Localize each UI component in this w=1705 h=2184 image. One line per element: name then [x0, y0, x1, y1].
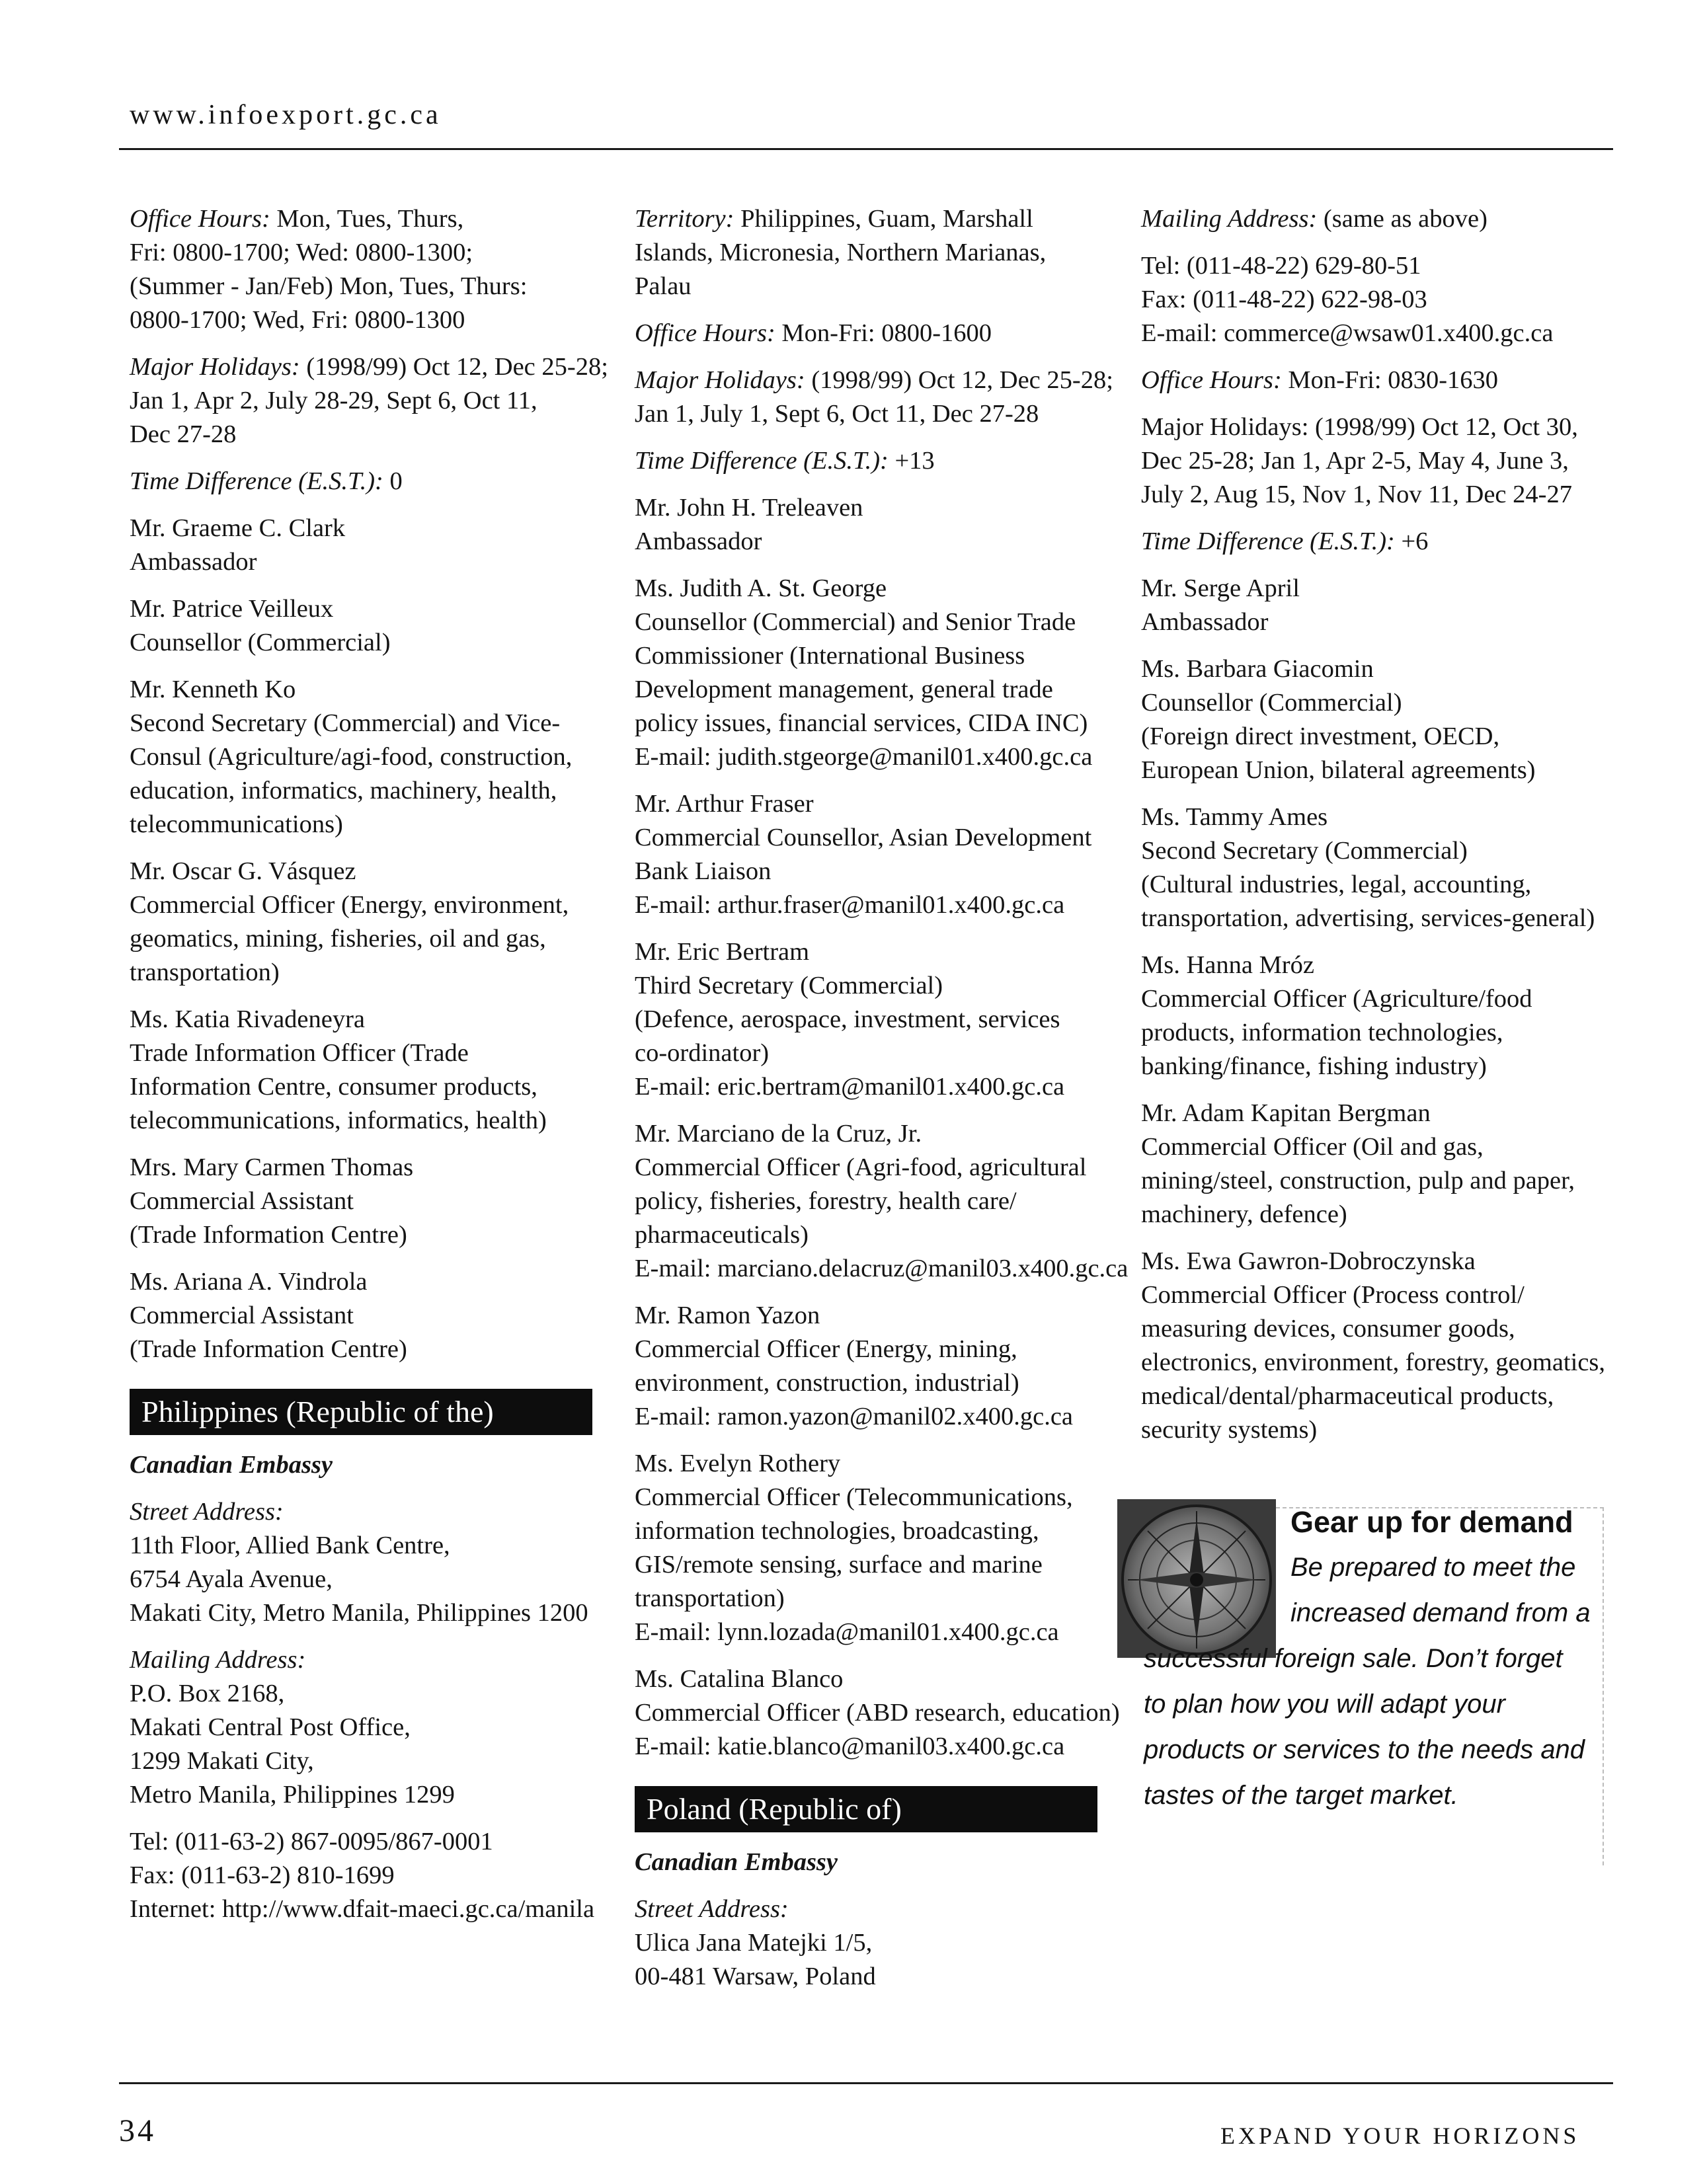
- time-difference: [635, 444, 1097, 478]
- staff-name: Mr. Eric Bertram: [635, 938, 810, 966]
- mailing-address: [1141, 202, 1604, 236]
- staff-detail: Commercial Officer (Telecommunications,: [635, 1483, 1073, 1511]
- office-hours: [635, 317, 1097, 350]
- fax: Fax: (011-63-2) 810-1699: [130, 1861, 395, 1889]
- territory: [635, 202, 1097, 303]
- staff-detail: Commercial Officer (Agriculture/food: [1141, 985, 1532, 1013]
- column-2: [635, 202, 1129, 2007]
- staff-name: Mr. Patrice Veilleux: [130, 595, 334, 623]
- street-address: [130, 1495, 592, 1630]
- fax: Fax: (011-48-22) 622-98-03: [1141, 286, 1427, 313]
- staff-name: Ms. Ewa Gawron-Dobroczynska: [1141, 1247, 1476, 1275]
- mailing-address: [130, 1643, 592, 1812]
- time-difference-label: Time Difference (E.S.T.):: [635, 447, 889, 475]
- staff-detail: education, informatics, machinery, health,: [130, 777, 557, 804]
- major-holidays: [1141, 410, 1604, 512]
- header-rule: [119, 148, 1613, 150]
- staff-entry: [130, 1151, 592, 1252]
- staff-entry: [1141, 949, 1604, 1083]
- address-line: 11th Floor, Allied Bank Centre,: [130, 1532, 450, 1559]
- staff-detail: medical/dental/pharmaceutical products,: [1141, 1382, 1554, 1410]
- office-hours-text: 0800-1700; Wed, Fri: 0800-1300: [130, 306, 465, 334]
- tip-callout: [1117, 1499, 1606, 1869]
- staff-email[interactable]: E-mail: eric.bertram@manil01.x400.gc.ca: [635, 1073, 1065, 1101]
- staff-detail: GIS/remote sensing, surface and marine: [635, 1551, 1043, 1579]
- holidays-text: Major Holidays: (1998/99) Oct 12, Oct 30,: [1141, 413, 1578, 441]
- staff-detail: European Union, bilateral agreements): [1141, 756, 1536, 784]
- footer-tagline: EXPAND YOUR HORIZONS: [1220, 2123, 1580, 2149]
- staff-entry: [635, 1662, 1120, 1764]
- address-line: Metro Manila, Philippines 1299: [130, 1781, 455, 1809]
- tip-body-line: Be prepared to meet the: [1290, 1553, 1576, 1582]
- time-difference-value: +6: [1401, 527, 1429, 555]
- staff-detail: Commercial Assistant: [130, 1302, 354, 1329]
- staff-entry: [1141, 1245, 1604, 1447]
- staff-entry: [130, 673, 592, 841]
- staff-entry: [1141, 652, 1604, 787]
- holidays-label: Major Holidays:: [130, 353, 300, 381]
- staff-detail: (Trade Information Centre): [130, 1335, 407, 1363]
- holidays-text: Dec 27-28: [130, 420, 237, 448]
- holidays-text: Jan 1, July 1, Sept 6, Oct 11, Dec 27-28: [635, 400, 1039, 428]
- staff-detail: (Trade Information Centre): [130, 1221, 407, 1249]
- staff-detail: electronics, environment, forestry, geomatics,: [1141, 1348, 1606, 1376]
- staff-detail: banking/finance, fishing industry): [1141, 1052, 1487, 1080]
- staff-email[interactable]: E-mail: marciano.delacruz@manil03.x400.gc.ca: [635, 1255, 1129, 1282]
- staff-detail: Consul (Agriculture/agi-food, construction,: [130, 743, 573, 771]
- embassy-heading: Canadian Embassy: [635, 1848, 838, 1876]
- territory-text: Palau: [635, 272, 692, 300]
- office-hours-label: Office Hours:: [1141, 366, 1282, 394]
- address-line: 00-481 Warsaw, Poland: [635, 1963, 876, 1990]
- staff-detail: products, information technologies,: [1141, 1019, 1503, 1046]
- tip-body-line: increased demand from a: [1290, 1598, 1591, 1627]
- holidays-text: Dec 25-28; Jan 1, Apr 2-5, May 4, June 3,: [1141, 447, 1569, 475]
- office-hours-label: Office Hours:: [130, 205, 270, 233]
- staff-entry: [635, 572, 1097, 774]
- mailing-address-label: Mailing Address:: [1141, 205, 1318, 233]
- internet-link[interactable]: Internet: http://www.dfait-maeci.gc.ca/manila: [130, 1895, 595, 1923]
- mailing-address-label: Mailing Address:: [130, 1646, 306, 1674]
- staff-list: [1141, 572, 1604, 1447]
- staff-detail: Commercial Officer (Oil and gas,: [1141, 1133, 1484, 1161]
- tip-text: [1117, 1499, 1606, 1818]
- staff-name: Mr. Serge April: [1141, 574, 1300, 602]
- staff-entry: [130, 1265, 592, 1366]
- staff-detail: Commercial Assistant: [130, 1187, 354, 1215]
- staff-detail: geomatics, mining, fisheries, oil and gas,: [130, 925, 546, 953]
- staff-detail: Commercial Officer (Energy, environment,: [130, 891, 569, 919]
- staff-detail: Ambassador: [635, 527, 762, 555]
- staff-entry: [635, 491, 1097, 559]
- address-line: 1299 Makati City,: [130, 1747, 314, 1775]
- column-3: [1141, 202, 1604, 1460]
- staff-name: Ms. Evelyn Rothery: [635, 1450, 841, 1477]
- staff-entry: [1141, 800, 1604, 935]
- staff-detail: Ambassador: [130, 548, 257, 576]
- address-line: Makati Central Post Office,: [130, 1713, 411, 1741]
- staff-detail: Commercial Officer (ABD research, education): [635, 1699, 1120, 1727]
- staff-detail: (Cultural industries, legal, accounting,: [1141, 871, 1532, 898]
- embassy-heading: Canadian Embassy: [130, 1451, 333, 1479]
- staff-entry: [635, 1117, 1129, 1286]
- staff-detail: telecommunications, informatics, health): [130, 1107, 547, 1134]
- holidays-text: (1998/99) Oct 12, Dec 25-28;: [811, 366, 1113, 394]
- staff-detail: Second Secretary (Commercial): [1141, 837, 1468, 865]
- territory-label: Territory:: [635, 205, 734, 233]
- office-hours-text: Mon-Fri: 0800-1600: [781, 319, 992, 347]
- office-hours-text: Mon, Tues, Thurs,: [276, 205, 464, 233]
- street-address-label: Street Address:: [635, 1895, 789, 1923]
- staff-detail: Commercial Officer (Energy, mining,: [635, 1335, 1017, 1363]
- staff-detail: (Defence, aerospace, investment, services: [635, 1005, 1060, 1033]
- time-difference: [1141, 525, 1604, 559]
- footer-rule: [119, 2082, 1613, 2084]
- staff-entry: [635, 1447, 1097, 1649]
- staff-detail: transportation): [635, 1584, 785, 1612]
- staff-name: Mr. John H. Treleaven: [635, 494, 863, 522]
- column-1: [130, 202, 608, 1939]
- staff-detail: (Foreign direct investment, OECD,: [1141, 722, 1500, 750]
- telephone: Tel: (011-63-2) 867-0095/867-0001: [130, 1828, 493, 1855]
- staff-detail: Commissioner (International Business: [635, 642, 1025, 670]
- address-line: Ulica Jana Matejki 1/5,: [635, 1929, 873, 1957]
- holidays-text: Jan 1, Apr 2, July 28-29, Sept 6, Oct 11,: [130, 387, 537, 414]
- staff-email[interactable]: E-mail: lynn.lozada@manil01.x400.gc.ca: [635, 1618, 1059, 1646]
- staff-detail: environment, construction, industrial): [635, 1369, 1019, 1397]
- major-holidays: [130, 350, 608, 451]
- staff-detail: pharmaceuticals): [635, 1221, 809, 1249]
- staff-detail: Commercial Officer (Process control/: [1141, 1281, 1525, 1309]
- staff-name: Mr. Arthur Fraser: [635, 790, 814, 818]
- staff-detail: policy, fisheries, forestry, health care/: [635, 1187, 1017, 1215]
- staff-entry: [1141, 1097, 1604, 1231]
- staff-entry: [130, 1003, 592, 1138]
- contact-info: [130, 1825, 595, 1926]
- staff-detail: Trade Information Officer (Trade: [130, 1039, 469, 1067]
- staff-detail: Counsellor (Commercial): [1141, 689, 1402, 717]
- territory-text: Philippines, Guam, Marshall: [740, 205, 1033, 233]
- staff-detail: Ambassador: [1141, 608, 1269, 636]
- major-holidays: [635, 364, 1113, 431]
- staff-name: Mr. Oscar G. Vásquez: [130, 857, 356, 885]
- site-url: www.infoexport.gc.ca: [130, 100, 442, 130]
- holidays-text: (1998/99) Oct 12, Dec 25-28;: [306, 353, 608, 381]
- address-line: Makati City, Metro Manila, Philippines 1200: [130, 1599, 588, 1627]
- staff-entry: [1141, 572, 1604, 639]
- address-line: P.O. Box 2168,: [130, 1680, 285, 1707]
- office-hours: [130, 202, 592, 337]
- staff-detail: Information Centre, consumer products,: [130, 1073, 537, 1101]
- office-hours-text: Fri: 0800-1700; Wed: 0800-1300;: [130, 239, 473, 266]
- country-banner-philippines: Philippines (Republic of the): [130, 1389, 592, 1435]
- staff-email[interactable]: E-mail: judith.stgeorge@manil01.x400.gc.ca: [635, 743, 1093, 771]
- staff-name: Ms. Barbara Giacomin: [1141, 655, 1374, 683]
- page-number: 34: [119, 2113, 156, 2148]
- email[interactable]: E-mail: commerce@wsaw01.x400.gc.ca: [1141, 319, 1554, 347]
- staff-email[interactable]: E-mail: ramon.yazon@manil02.x400.gc.ca: [635, 1403, 1074, 1430]
- staff-name: Mrs. Mary Carmen Thomas: [130, 1153, 414, 1181]
- country-banner-poland: Poland (Republic of): [635, 1786, 1097, 1832]
- staff-email[interactable]: E-mail: arthur.fraser@manil01.x400.gc.ca: [635, 891, 1065, 919]
- staff-entry: [130, 512, 592, 579]
- tip-body-line: to plan how you will adapt your: [1144, 1690, 1505, 1719]
- tip-body-line: products or services to the needs and: [1144, 1735, 1585, 1764]
- staff-detail: measuring devices, consumer goods,: [1141, 1315, 1515, 1343]
- telephone: Tel: (011-48-22) 629-80-51: [1141, 252, 1421, 280]
- staff-detail: transportation): [130, 958, 280, 986]
- staff-detail: Third Secretary (Commercial): [635, 972, 943, 999]
- staff-entry: [635, 1299, 1097, 1434]
- staff-detail: information technologies, broadcasting,: [635, 1517, 1039, 1545]
- staff-entry: [635, 787, 1097, 922]
- time-difference: [130, 465, 592, 498]
- time-difference-value: 0: [389, 467, 403, 495]
- time-difference-value: +13: [894, 447, 935, 475]
- mailing-address-text: (same as above): [1323, 205, 1487, 233]
- tip-heading: Gear up for demand: [1290, 1505, 1573, 1539]
- staff-name: Ms. Hanna Mróz: [1141, 951, 1314, 979]
- tip-body-line: tastes of the target market.: [1144, 1781, 1458, 1810]
- staff-email[interactable]: E-mail: katie.blanco@manil03.x400.gc.ca: [635, 1733, 1065, 1760]
- office-hours-text: Mon-Fri: 0830-1630: [1288, 366, 1499, 394]
- time-difference-label: Time Difference (E.S.T.):: [130, 467, 383, 495]
- staff-detail: transportation, advertising, services-general): [1141, 904, 1595, 932]
- staff-entry: [635, 935, 1097, 1104]
- staff-detail: Commercial Officer (Agri-food, agricultural: [635, 1153, 1087, 1181]
- staff-detail: security systems): [1141, 1416, 1318, 1444]
- staff-detail: policy issues, financial services, CIDA INC): [635, 709, 1088, 737]
- staff-name: Mr. Adam Kapitan Bergman: [1141, 1099, 1431, 1127]
- tip-body-line: successful foreign sale. Don’t forget: [1144, 1644, 1563, 1673]
- territory-text: Islands, Micronesia, Northern Marianas,: [635, 239, 1047, 266]
- staff-detail: Commercial Counsellor, Asian Development: [635, 824, 1092, 851]
- staff-name: Ms. Judith A. St. George: [635, 574, 887, 602]
- staff-name: Ms. Ariana A. Vindrola: [130, 1268, 368, 1296]
- office-hours-label: Office Hours:: [635, 319, 775, 347]
- holidays-label: Major Holidays:: [635, 366, 805, 394]
- staff-detail: Development management, general trade: [635, 676, 1053, 703]
- staff-detail: Counsellor (Commercial) and Senior Trade: [635, 608, 1076, 636]
- staff-detail: machinery, defence): [1141, 1200, 1347, 1228]
- office-hours-text: (Summer - Jan/Feb) Mon, Tues, Thurs:: [130, 272, 528, 300]
- staff-name: Ms. Katia Rivadeneyra: [130, 1005, 366, 1033]
- address-line: 6754 Ayala Avenue,: [130, 1565, 333, 1593]
- staff-name: Mr. Marciano de la Cruz, Jr.: [635, 1120, 922, 1148]
- staff-name: Ms. Catalina Blanco: [635, 1665, 844, 1693]
- staff-detail: co-ordinator): [635, 1039, 770, 1067]
- staff-detail: Second Secretary (Commercial) and Vice-: [130, 709, 561, 737]
- staff-detail: mining/steel, construction, pulp and paper,: [1141, 1167, 1575, 1194]
- street-address-label: Street Address:: [130, 1498, 284, 1526]
- staff-name: Mr. Graeme C. Clark: [130, 514, 346, 542]
- contact-info: [1141, 249, 1604, 350]
- street-address: [635, 1892, 1097, 1994]
- staff-name: Ms. Tammy Ames: [1141, 803, 1328, 831]
- staff-name: Mr. Ramon Yazon: [635, 1302, 820, 1329]
- staff-list: [635, 491, 1129, 1764]
- staff-entry: [130, 592, 592, 660]
- staff-entry: [130, 855, 592, 990]
- office-hours: [1141, 364, 1604, 397]
- time-difference-label: Time Difference (E.S.T.):: [1141, 527, 1395, 555]
- staff-list: [130, 512, 592, 1366]
- holidays-text: July 2, Aug 15, Nov 1, Nov 11, Dec 24-27: [1141, 481, 1572, 508]
- staff-name: Mr. Kenneth Ko: [130, 676, 296, 703]
- staff-detail: telecommunications): [130, 810, 343, 838]
- staff-detail: Bank Liaison: [635, 857, 772, 885]
- staff-detail: Counsellor (Commercial): [130, 629, 391, 656]
